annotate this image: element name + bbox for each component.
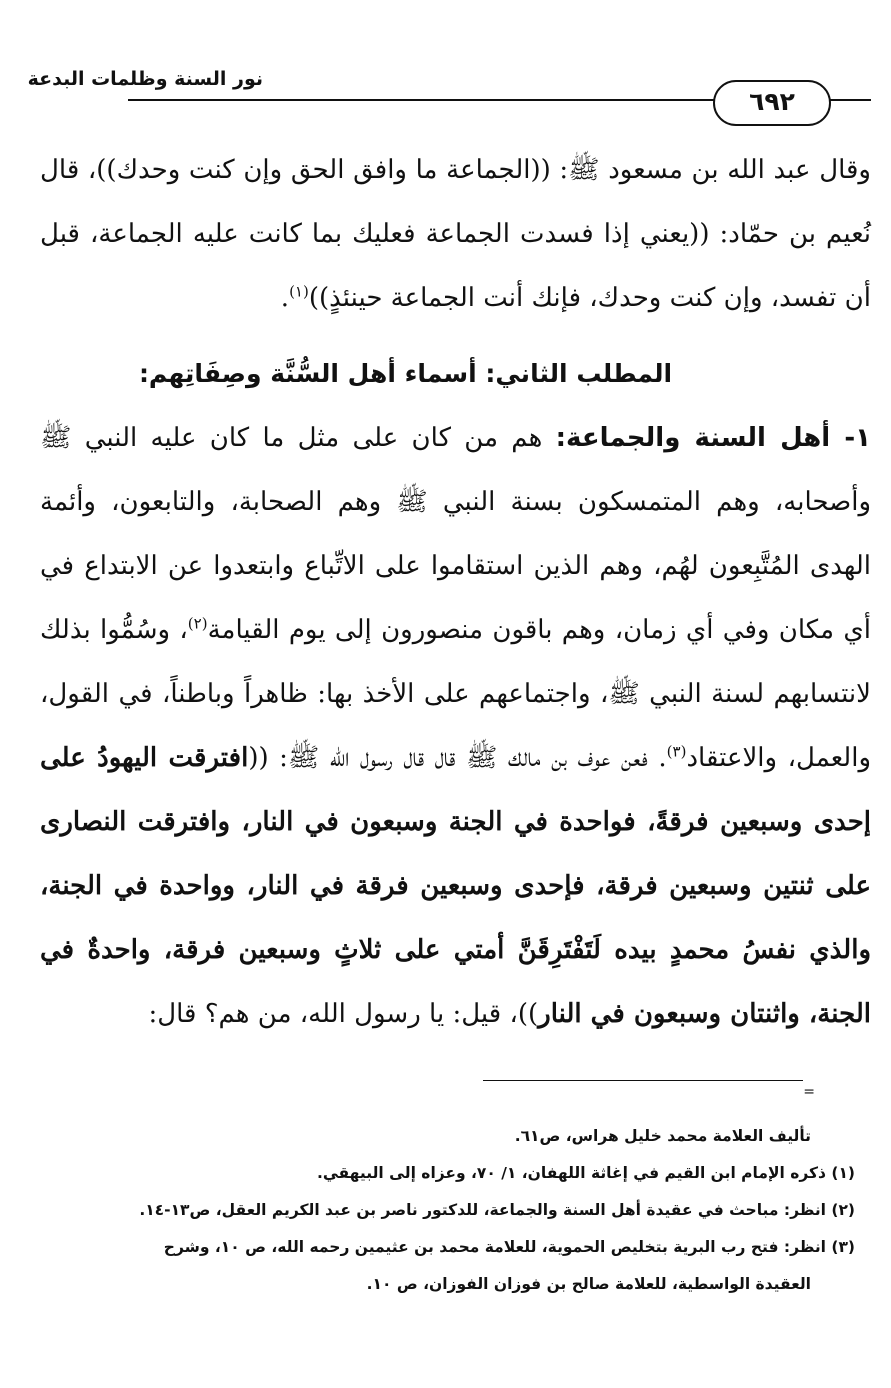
paragraph-1-text: وقال عبد الله بن مسعود ﷺ: ((الجماعة ما وافق الحق وإن كنت وحدك))، قال نُعيم بن حمّاد: ((يعني إذا فسدت الجماعة فعليك بما كانت عليه الجماعة، قبل أن تفسد، وإن كنت وحدك، فإنك أنت الجماعة حينئذٍ)) bbox=[40, 155, 871, 313]
footnote-carryover: تأليف العلامة محمد خليل هراس، ص٦١. bbox=[514, 1127, 811, 1145]
footnote-ref-2: (٢) bbox=[187, 614, 208, 633]
footnote-ref-3: (٣) bbox=[666, 742, 687, 761]
footnotes bbox=[40, 1118, 855, 1303]
running-title: نور السنة وظلمات البدعة bbox=[27, 68, 263, 90]
footnote-1: (١) ذكره الإمام ابن القيم في إغاثة اللهفان، ١/ ٧٠، وعزاه إلى البيهقي. bbox=[316, 1164, 855, 1182]
item-1-text-b: ، وسُمُّوا بذلك لانتسابهم لسنة النبي ﷺ، واجتماعهم على الأخذ بها: ظاهراً وباطناً، في القول، والعمل، والاعتقاد bbox=[40, 615, 872, 773]
page-number: ٦٩٢ bbox=[713, 80, 831, 126]
section-heading: المطلب الثاني: أسماء أهل السُّنَّة وصِفَاتِهم: bbox=[138, 359, 673, 388]
item-1-text-d: ))، قيل: يا رسول الله، من هم؟ قال: bbox=[148, 999, 539, 1029]
footnote-2: (٢) انظر: مباحث في عقيدة أهل السنة والجماعة، للدكتور ناصر بن عبد الكريم العقل، ص١٣-١٤. bbox=[139, 1201, 855, 1219]
paragraph-ahl-sunnah bbox=[40, 406, 871, 1046]
paragraph-1-end: . bbox=[280, 283, 290, 313]
footnote-3-line-2: العقيدة الواسطية، للعلامة صالح بن فوزان الفوزان، ص ١٠. bbox=[366, 1275, 811, 1293]
item-1-term: ١- أهل السنة والجماعة: bbox=[555, 423, 871, 453]
item-1-text-c: . فعن عوف بن مالك ﷺ قال قال رسول الله ﷺ: (( bbox=[248, 743, 667, 773]
item-1-text-a: هم من كان على مثل ما كان عليه النبي ﷺ وأصحابه، وهم المتمسكون بسنة النبي ﷺ وهم الصحابة، والتابعون، وأئمة الهدى المُتَّبِعون لهُم، وهم الذين استقاموا على الاتِّباع وابتعدوا عن الابتداع في أي مكان وفي أي زمان، وهم باقون منصورون إلى يوم القيامة bbox=[40, 423, 871, 645]
footnote-continuation-mark: = bbox=[803, 1084, 815, 1100]
main-text bbox=[40, 138, 871, 1046]
footnote-3-line-1: (٣) انظر: فتح رب البرية بتخليص الحموية، للعلامة محمد بن عثيمين رحمه الله، ص ١٠، وشرح bbox=[163, 1238, 855, 1256]
hadith-text: افترقت اليهودُ على إحدى وسبعين فرقةً، فواحدة في الجنة وسبعون في النار، وافترقت النصارى على ثنتين وسبعين فرقة، فإحدى وسبعين فرقة في النار، وواحدة في الجنة، والذي نفسُ محمدٍ بيده لَتَفْتَرِقَنَّ أمتي على ثلاثٍ وسبعين فرقة، واحدةٌ في الجنة، واثنتان وسبعون في النار bbox=[40, 743, 871, 1029]
footnote-ref-1: (١) bbox=[289, 282, 309, 301]
paragraph-ibn-masud bbox=[40, 138, 871, 330]
footnote-separator bbox=[483, 1080, 803, 1081]
